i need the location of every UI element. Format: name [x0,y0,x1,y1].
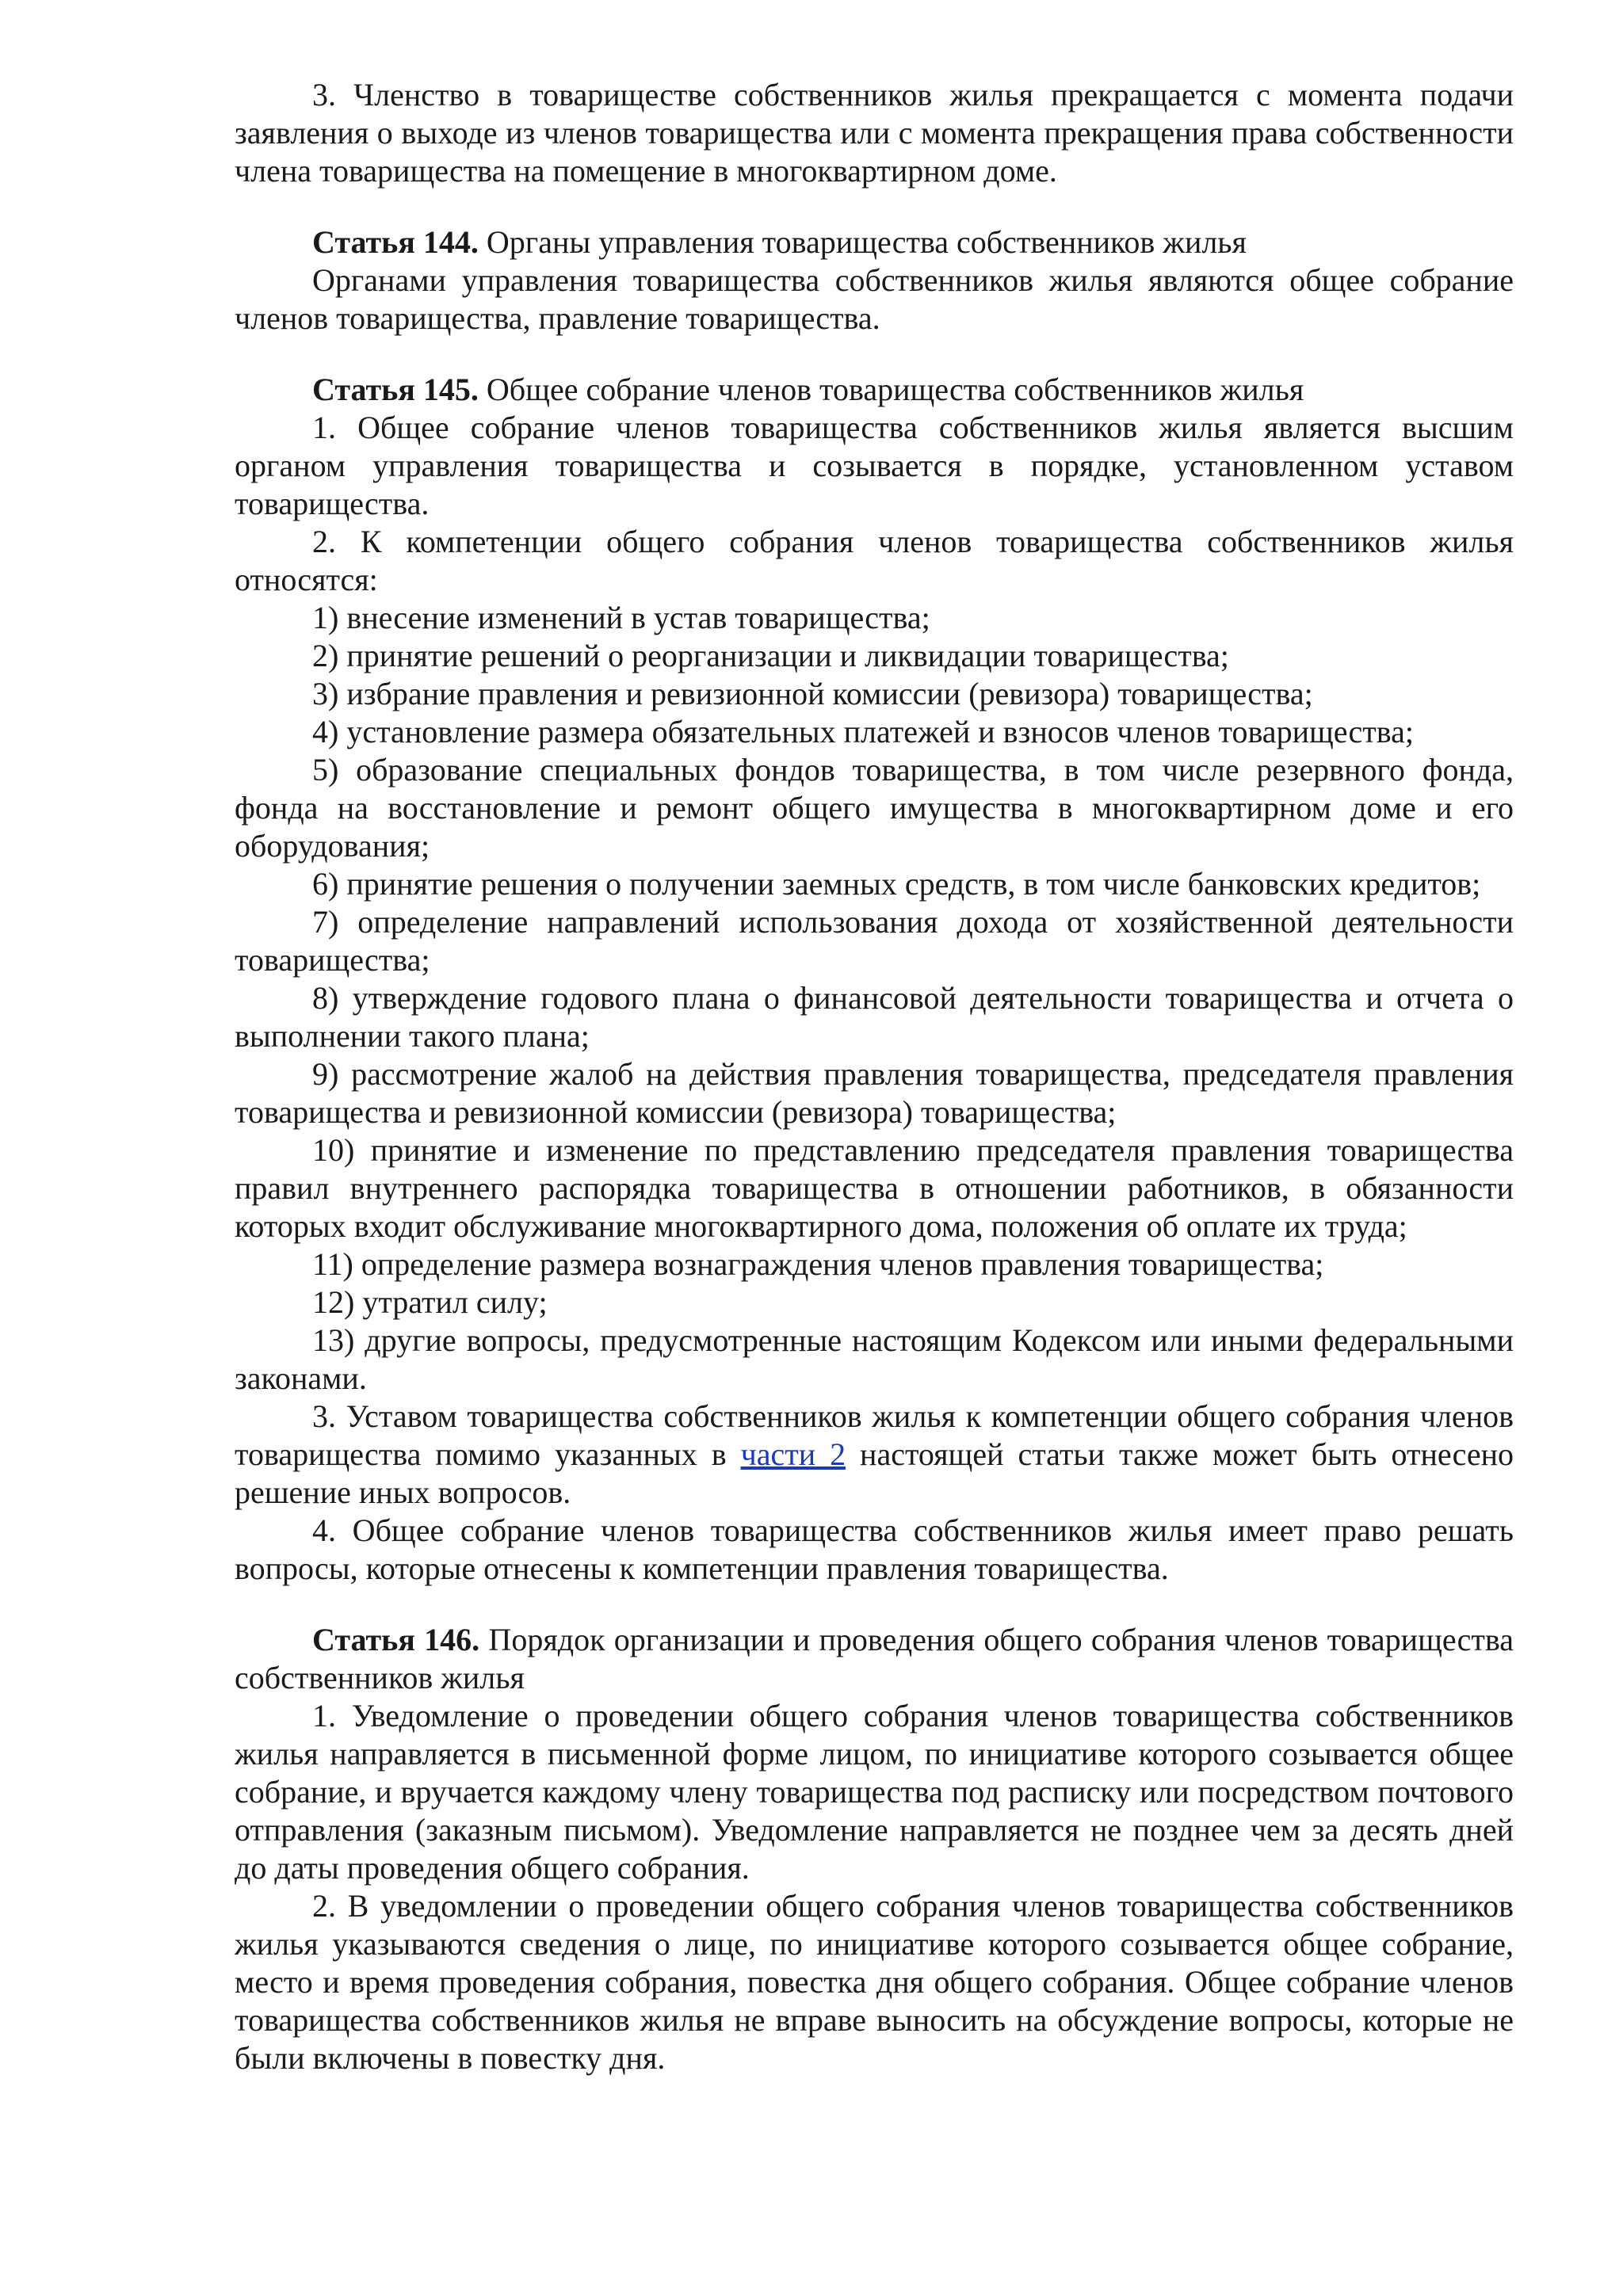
list-item: 9) рассмотрение жалоб на действия правления товарищества, председателя правления товарищества и ревизионной комиссии (ревизора) товарищества; [235,1056,1514,1130]
article-144-heading [235,223,1514,261]
article-145-part-3 [235,1398,1514,1512]
document-page [235,76,1514,2077]
part-3-text-after: настоящей статьи также может быть отнесено решение иных вопросов. [235,1436,1514,1510]
article-145-part-1: 1. Общее собрание членов товарищества собственников жилья является высшим органом управления товарищества и созывается в порядке, установленном уставом товарищества. [235,410,1514,521]
list-item: 2) принятие решений о реорганизации и ликвидации товарищества; [312,638,1229,673]
list-item: 7) определение направлений использования дохода от хозяйственной деятельности товарищества; [235,904,1514,978]
list-item: 8) утверждение годового плана о финансовой деятельности товарищества и отчета о выполнении такого плана; [235,980,1514,1054]
spacer [235,338,1514,371]
part-3-text-before: 3. Уставом товарищества собственников жилья к компетенции общего собрания членов товарищества помимо указанных в [235,1398,1514,1472]
spacer [235,190,1514,223]
article-143-part-3: 3. Членство в товариществе собственников жилья прекращается с момента подачи заявления о выходе из членов товарищества или с момента прекращения права собственности члена товарищества на помещение в многоквартирном доме. [235,77,1514,189]
article-146-part-1: 1. Уведомление о проведении общего собрания членов товарищества собственников жилья направляется в письменной форме лицом, по инициативе которого созывается общее собрание, и вручается каждому члену товарищества под расписку или посредством почтового отправления (заказным письмом). Уведомление направляется не позднее чем за десять дней до даты проведения общего собрания. [235,1698,1514,1886]
list-item: 1) внесение изменений в устав товарищества; [312,600,930,635]
article-145-part-4: 4. Общее собрание членов товарищества собственников жилья имеет право решать вопросы, которые отнесены к компетенции правления товарищества. [235,1512,1514,1586]
article-146-heading [235,1621,1514,1697]
list-item: 6) принятие решения о получении заемных средств, в том числе банковских кредитов; [312,866,1481,902]
article-144-number: Статья 144. [312,224,479,260]
article-145-part-2: 2. К компетенции общего собрания членов товарищества собственников жилья относятся: [235,524,1514,597]
part-2-link[interactable]: части 2 [740,1436,846,1472]
list-item: 4) установление размера обязательных платежей и взносов членов товарищества; [312,714,1414,749]
article-144-title: Органы управления товарищества собственников жилья [478,224,1247,260]
article-144-text: Органами управления товарищества собственников жилья являются общее собрание членов товарищества, правление товарищества. [235,262,1514,336]
article-145-heading [235,371,1514,409]
article-145-title: Общее собрание членов товарищества собственников жилья [478,372,1304,407]
article-146-part-2: 2. В уведомлении о проведении общего собрания членов товарищества собственников жилья указываются сведения о лице, по инициативе которого созывается общее собрание, место и время проведения собрания, повестка дня общего собрания. Общее собрание членов товарищества собственников жилья не вправе выносить на обсуждение вопросы, которые не были включены в повестку дня. [235,1888,1514,2076]
article-146-number: Статья 146. [312,1622,480,1657]
spacer [235,1588,1514,1621]
list-item: 10) принятие и изменение по представлению председателя правления товарищества правил внутреннего распорядка товарищества в отношении работников, в обязанности которых входит обслуживание многоквартирного дома, положения об оплате их труда; [235,1132,1514,1244]
list-item: 13) другие вопросы, предусмотренные настоящим Кодексом или иными федеральными законами. [235,1322,1514,1396]
article-145-number: Статья 145. [312,372,479,407]
list-item: 12) утратил силу; [312,1284,548,1320]
article-146-title: Порядок организации и проведения общего собрания членов товарищества собственников жилья [235,1622,1514,1695]
list-item: 3) избрание правления и ревизионной комиссии (ревизора) товарищества; [312,676,1313,711]
list-item: 11) определение размера вознаграждения членов правления товарищества; [312,1246,1324,1282]
list-item: 5) образование специальных фондов товарищества, в том числе резервного фонда, фонда на восстановление и ремонт общего имущества в многоквартирном доме и его оборудования; [235,752,1514,864]
